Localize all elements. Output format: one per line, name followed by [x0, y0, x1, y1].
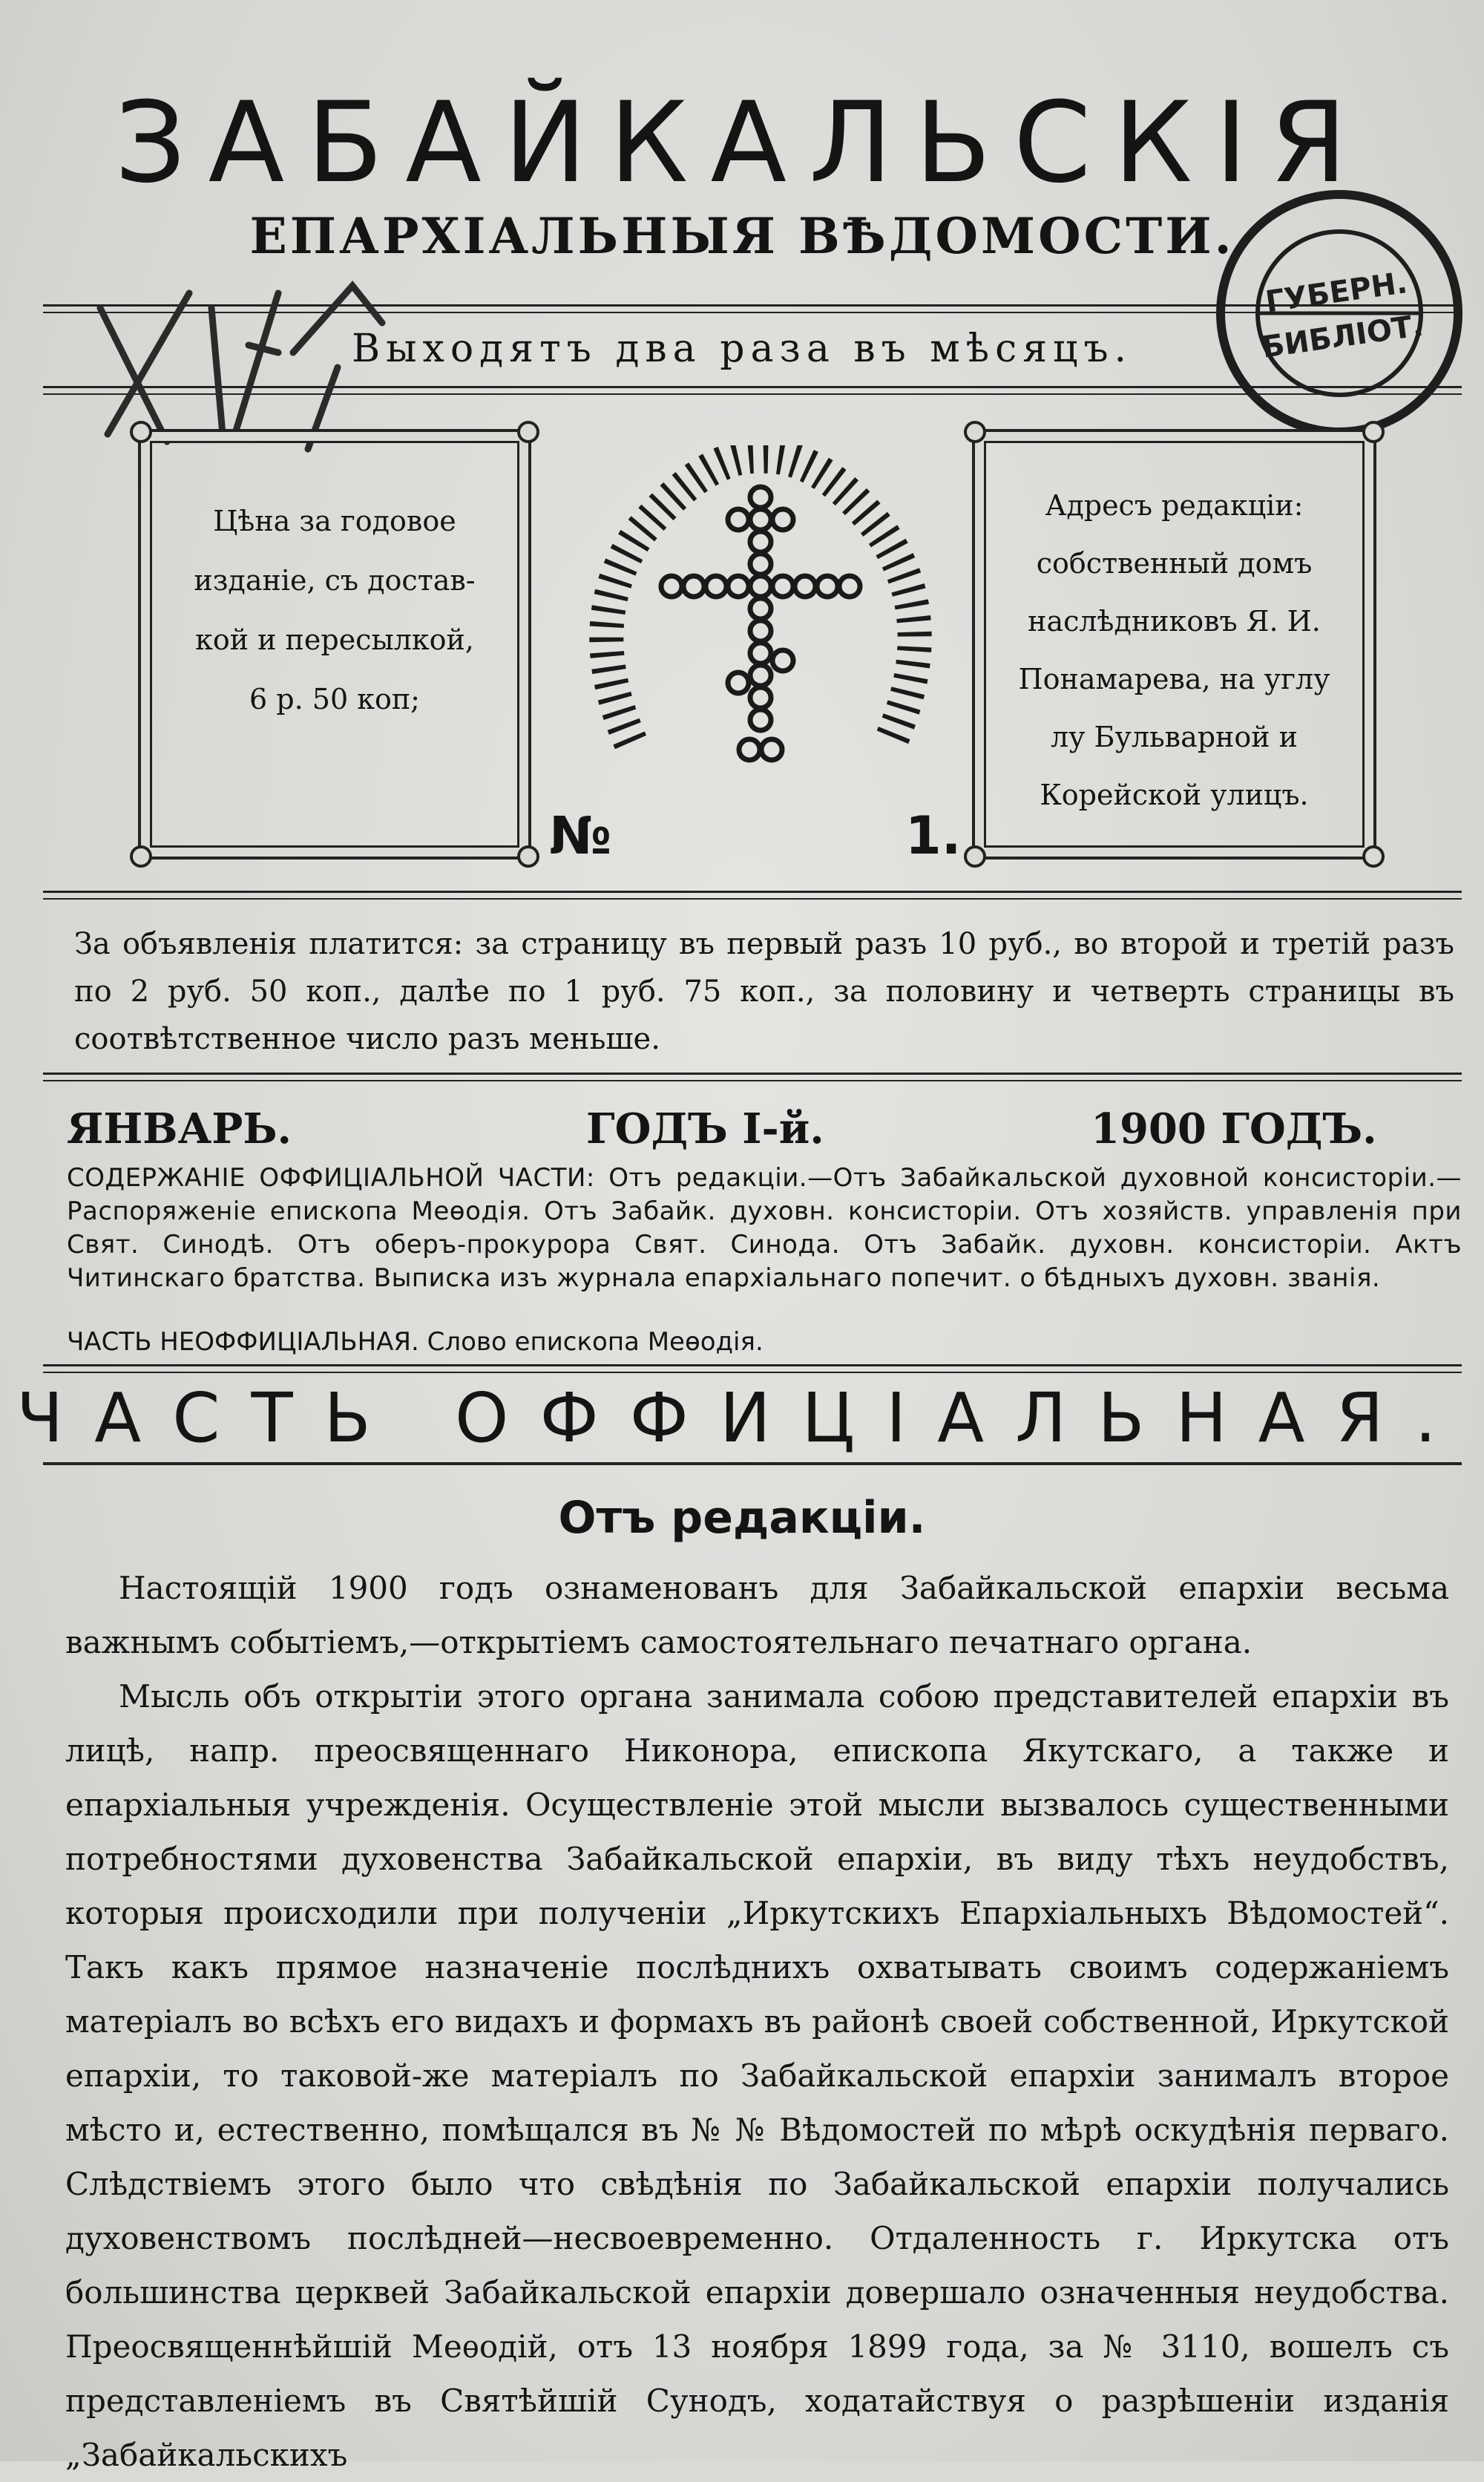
- article-paragraph: Настоящій 1900 годъ ознаменованъ для Забайкальской епархіи весьма важнымъ событіемъ,—открытіемъ самостоятельнаго печатнаго органа.: [65, 1570, 1449, 1660]
- address-box: [972, 429, 1376, 859]
- address-line: лу Бульварной и: [1050, 721, 1298, 753]
- divider: [43, 1073, 1462, 1081]
- address-line: Понамарева, на углу: [1018, 663, 1330, 695]
- cross-emblem: [579, 445, 942, 794]
- dateline-year: 1900 ГОДЪ.: [1091, 1104, 1377, 1153]
- price-line: изданіе, съ достав-: [194, 564, 476, 597]
- dateline-month: ЯНВАРЬ.: [67, 1104, 292, 1153]
- dateline-year-label: ГОДЪ I-й.: [586, 1104, 824, 1153]
- contents-official: СОДЕРЖАНІЕ ОФФИЦІАЛЬНОЙ ЧАСТИ: Отъ редакціи.—Отъ Забайкальской духовной консисторіи.—Распоряженіе епископа Меѳодія. Отъ Забайк. духовн. консисторіи. Отъ хозяйств. управленія при Свят. Синодѣ. Отъ оберъ-прокурора Свят. Синода. Отъ Забайк. духовн. консисторіи. Актъ Читинскаго братства. Выписка изъ журнала епархіальнаго попечит. о бѣдныхъ духовн. званія.: [67, 1163, 1462, 1293]
- masthead-subtitle: ЕПАРХІАЛЬНЫЯ ВѢДОМОСТИ.: [249, 207, 1235, 265]
- address-line: Корейской улицъ.: [1040, 779, 1309, 811]
- article-paragraph: Мысль объ открытіи этого органа занимала собою представителей епархіи въ лицѣ, напр. преосвященнаго Никонора, епископа Якутскаго, а также и епархіальныя учрежденія. Осуществленіе этой мысли вызвалось существенными потребностями духовенства Забайкальской епархіи, въ виду тѣхъ неудобствъ, которыя происходили при полученіи „Иркутскихъ Епархіальныхъ Вѣдомостей“. Такъ какъ прямое назначеніе послѣднихъ охватывать своимъ содержаніемъ матеріалъ во всѣхъ его видахъ и формахъ въ районѣ своей собственной, Иркутской епархіи, то таковой-же матеріалъ по Забайкальской епархіи занималъ второе мѣсто и, естественно, помѣщался въ № № Вѣдомостей по мѣрѣ оскудѣнія перваго. Слѣдствіемъ этого было что свѣдѣнія по Забайкальской епархіи получались духовенствомъ послѣдней—несвоевременно. Отдаленность г. Иркутска отъ большинства церквей Забайкальской епархіи довершало означенныя неудобства. Преосвященнѣйшій Меѳодій, отъ 13 ноября 1899 года, за № 3110, вошелъ съ представленіемъ въ Святѣйшій Сунодъ, ходатайствуя о разрѣшеніи изданія „Забайкальскихъ: [65, 1678, 1449, 2473]
- price-line: Цѣна за годовое: [213, 505, 456, 537]
- number-value: 1.: [905, 805, 962, 866]
- masthead-title: ЗАБАЙКАЛЬСКІЯ: [114, 79, 1370, 208]
- address-line: наслѣдниковъ Я. И.: [1028, 605, 1321, 638]
- library-stamp: [1213, 187, 1465, 439]
- price-line: 6 р. 50 коп;: [249, 683, 420, 716]
- divider: [43, 1364, 1462, 1373]
- price-box: [138, 429, 531, 859]
- divider: [43, 891, 1462, 900]
- divider: [43, 1462, 1462, 1465]
- stamp-line-1: ГУБЕРН.: [1263, 266, 1410, 320]
- price-line: кой и пересылкой,: [195, 623, 474, 656]
- part-title: ЧАСТЬ ОФФИЦІАЛЬНАЯ.: [16, 1378, 1468, 1458]
- address-line: Адресъ редакціи:: [1045, 489, 1304, 522]
- stamp-line-2: БИБЛІОТ.: [1259, 308, 1426, 365]
- article-body: [65, 1561, 1449, 2482]
- contents-unofficial: ЧАСТЬ НЕОФФИЦІАЛЬНАЯ. Слово епископа Меѳодія.: [67, 1327, 764, 1357]
- publication-frequency: Выходятъ два раза въ мѣсяцъ.: [351, 327, 1133, 371]
- dateline: [67, 1104, 1425, 1156]
- advertising-rates: За объявленія платится: за страницу въ первый разъ 10 руб., во второй и третій разъ по 2 руб. 50 коп., далѣе по 1 руб. 75 коп., за половину и четверть страницы въ соотвѣтственное число разъ меньше.: [74, 927, 1454, 1056]
- section-heading: Отъ редакціи.: [558, 1492, 926, 1544]
- number-sign: №: [549, 805, 612, 866]
- address-line: собственный домъ: [1036, 547, 1313, 580]
